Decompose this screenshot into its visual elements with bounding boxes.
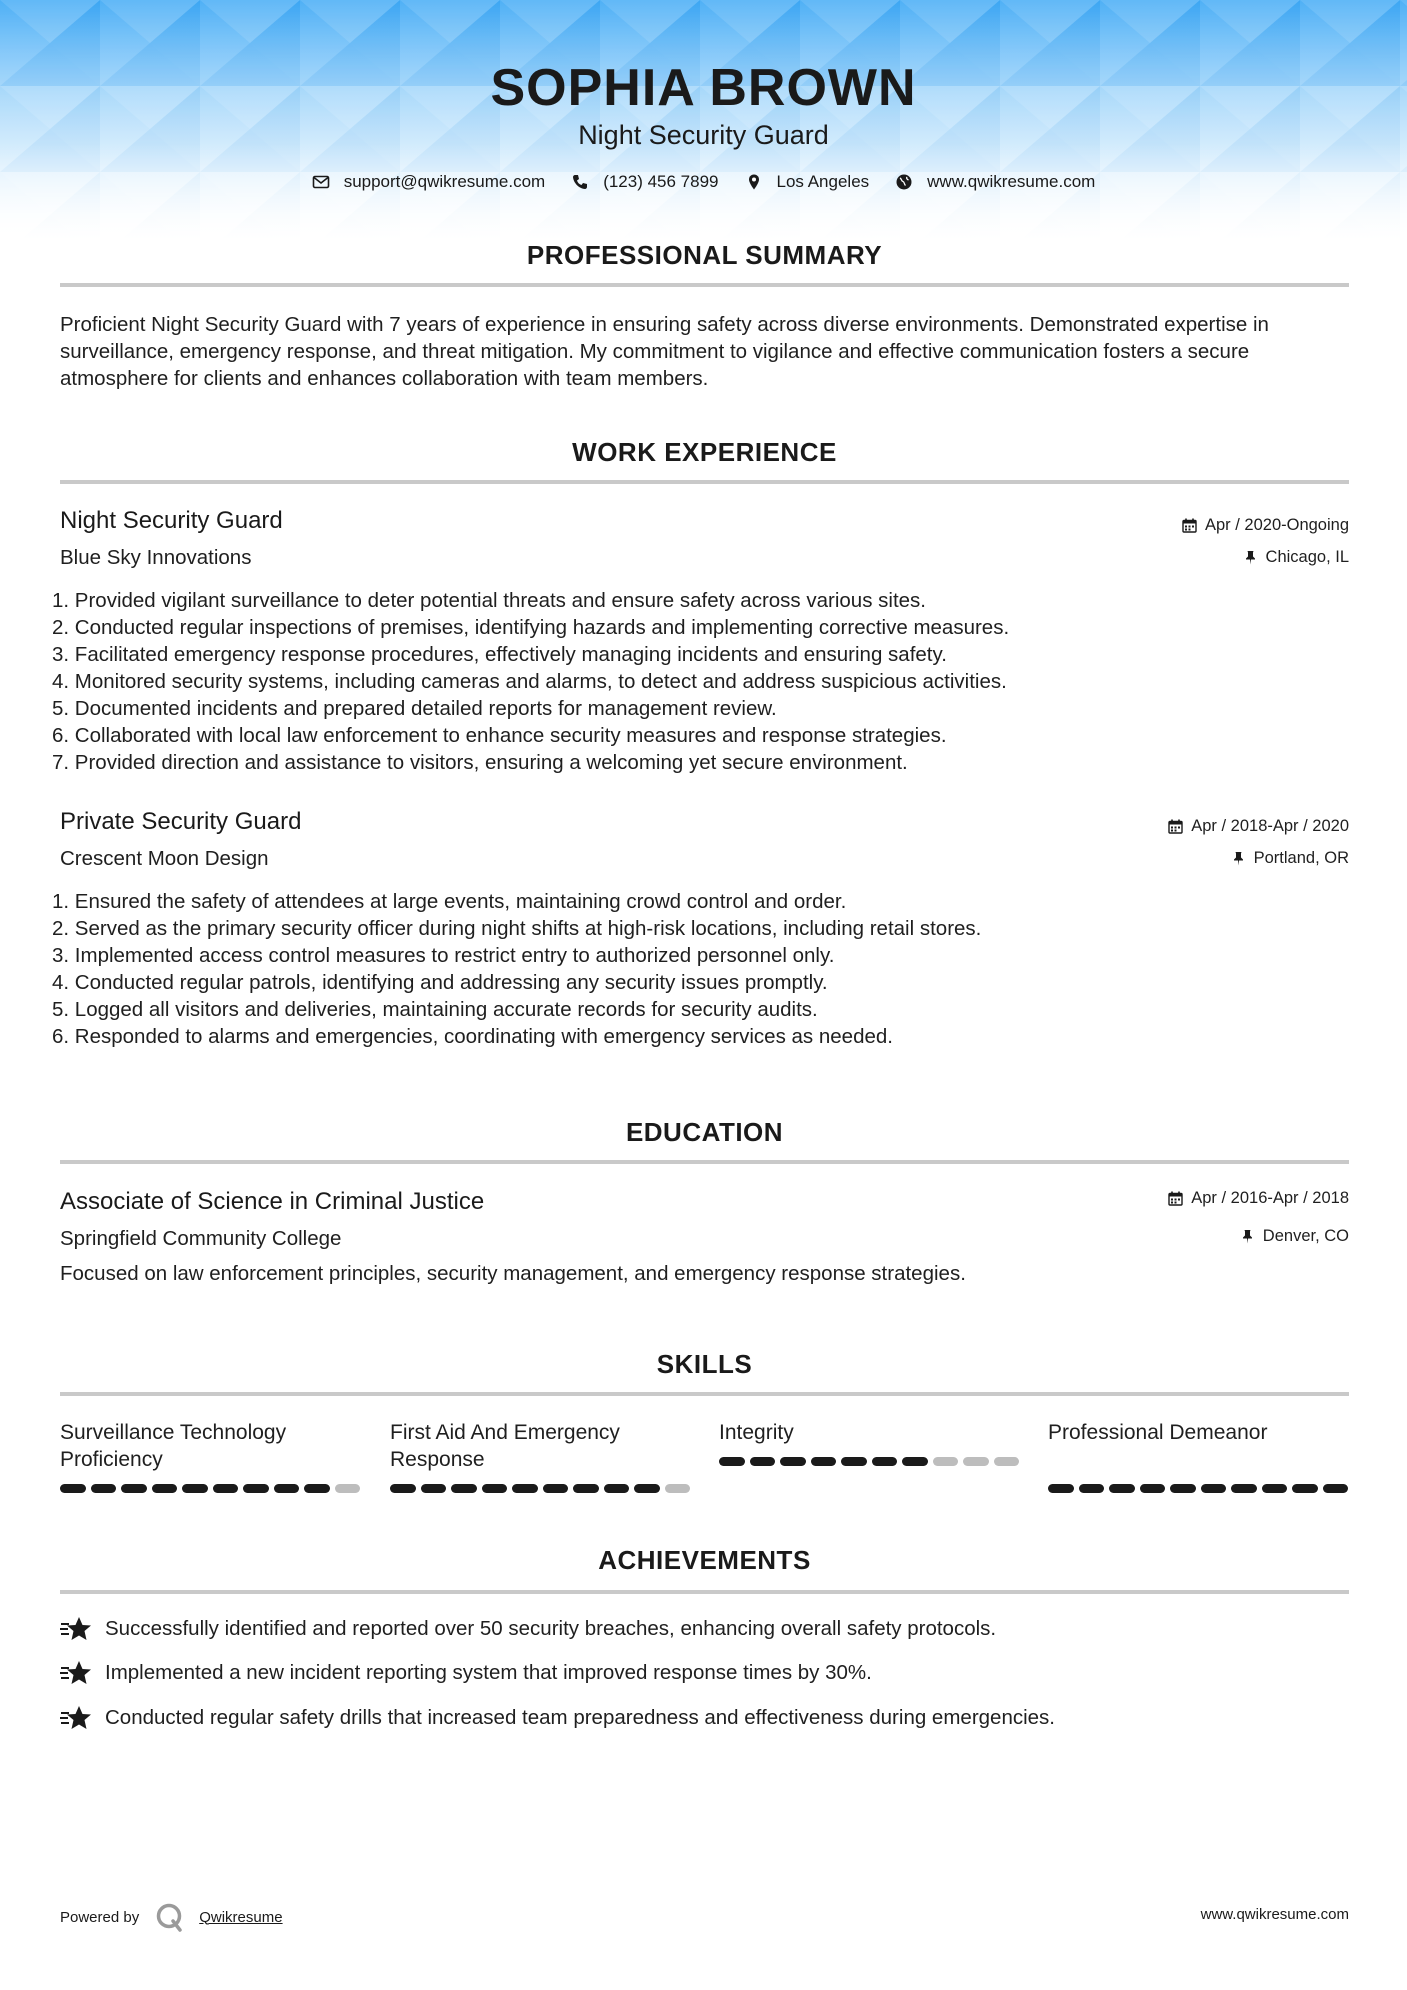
skill-level-dot-filled [841,1457,867,1466]
contact-location-text: Los Angeles [776,172,870,191]
job-dates-text: Apr / 2020-Ongoing [1204,516,1349,534]
skill-level-dot-filled [750,1457,776,1466]
achievement-text: Conducted regular safety drills that increased team preparedness and effectiveness during emergencies. [105,1706,1055,1729]
job-location [1243,548,1349,567]
job-title: Private Security Guard [60,808,302,835]
skills-divider [60,1392,1349,1396]
skill-level-dot-filled [121,1484,147,1493]
skill-level-meter [719,1457,1019,1466]
job-dates-text: Apr / 2018-Apr / 2020 [1191,817,1349,835]
skill-level-dot-filled [451,1484,477,1493]
skill-item [60,1419,358,1473]
experience-heading: WORK EXPERIENCE [572,437,837,467]
job-location [1231,849,1349,868]
achievements-heading: ACHIEVEMENTS [598,1545,811,1575]
skill-level-dot-filled [1201,1484,1227,1493]
skill-item [719,1419,1017,1473]
skill-level-dot-filled [213,1484,239,1493]
skill-level-dot-filled [182,1484,208,1493]
job-bullet-list [52,587,1342,776]
skill-level-dot-empty [994,1457,1020,1466]
skill-level-dot-filled [152,1484,178,1493]
job-bullet-list [52,888,1342,1050]
star-icon [60,1660,92,1686]
pushpin-icon [1243,550,1258,565]
list-item: 5. Logged all visitors and deliveries, maintaining accurate records for security audits. [52,998,818,1021]
skill-level-dot-filled [604,1484,630,1493]
skill-item [1048,1419,1346,1473]
achievement-item [60,1660,872,1686]
job-company: Crescent Moon Design [60,847,269,870]
job-title: Night Security Guard [60,507,283,534]
skill-level-dot-filled [243,1484,269,1493]
skill-level-meter [60,1484,360,1493]
list-item: 2. Served as the primary security officer during night shifts at high-risk locations, including retail stores. [52,917,982,940]
skill-level-dot-empty [933,1457,959,1466]
candidate-role: Night Security Guard [578,120,829,150]
skill-level-dot-filled [902,1457,928,1466]
contact-website[interactable] [895,172,1095,192]
footer-website[interactable]: www.qwikresume.com [1200,1906,1349,1923]
skill-level-dot-filled [390,1484,416,1493]
skill-level-dot-filled [60,1484,86,1493]
list-item: 4. Monitored security systems, including cameras and alarms, to detect and address suspicious activities. [52,670,1007,693]
job-dates [1168,817,1349,836]
map-pin-icon [745,173,763,191]
summary-divider [60,283,1349,287]
powered-by-label: Powered by [60,1908,140,1926]
achievement-text: Implemented a new incident reporting system that improved response times by 30%. [105,1661,872,1684]
skill-level-dot-filled [811,1457,837,1466]
skill-level-dot-empty [335,1484,361,1493]
job-dates [1182,516,1349,535]
skill-name: First Aid And Emergency Response [390,1421,620,1471]
skill-level-dot-filled [1231,1484,1257,1493]
education-location [1240,1227,1349,1246]
skill-name: Professional Demeanor [1048,1421,1268,1444]
phone-icon [571,173,589,191]
education-dates-text: Apr / 2016-Apr / 2018 [1191,1189,1349,1207]
list-item: 3. Implemented access control measures to restrict entry to authorized personnel only. [52,944,835,967]
list-item: 4. Conducted regular patrols, identifying and addressing any security issues promptly. [52,971,828,994]
globe-icon [895,173,913,191]
contact-phone[interactable] [571,172,718,192]
pushpin-icon [1231,851,1246,866]
education-dates [1168,1189,1349,1208]
job-location-text: Portland, OR [1253,849,1349,867]
education-heading: EDUCATION [625,1117,784,1147]
skill-level-dot-filled [1170,1484,1196,1493]
footer-powered-by [60,1902,283,1932]
skill-level-dot-filled [719,1457,745,1466]
contact-email[interactable] [312,172,546,192]
list-item: 3. Facilitated emergency response procedures, effectively managing incidents and ensuring safety. [52,643,947,666]
candidate-name: SOPHIA BROWN [490,59,917,117]
skill-level-dot-empty [665,1484,691,1493]
skill-level-dot-filled [91,1484,117,1493]
qwikresume-link[interactable]: Qwikresume [199,1908,283,1926]
list-item: 1. Ensured the safety of attendees at large events, maintaining crowd control and order. [52,890,847,913]
skill-level-dot-filled [1292,1484,1318,1493]
skill-level-dot-filled [634,1484,660,1493]
education-location-text: Denver, CO [1262,1227,1349,1245]
qwikresume-logo-icon [155,1902,185,1932]
experience-divider [60,480,1349,484]
contact-location [745,172,870,192]
skill-level-meter [390,1484,690,1493]
school-name: Springfield Community College [60,1227,342,1250]
calendar-icon [1168,819,1183,834]
contact-phone-text: (123) 456 7899 [603,172,719,191]
achievement-text: Successfully identified and reported over 50 security breaches, enhancing overall safety protocols. [105,1617,997,1640]
contact-email-text: support@qwikresume.com [343,172,546,191]
envelope-icon [312,173,330,191]
list-item: 1. Provided vigilant surveillance to deter potential threats and ensure safety across various sites. [52,589,926,612]
job-location-text: Chicago, IL [1265,548,1349,566]
skills-heading: SKILLS [656,1349,753,1379]
skill-level-dot-filled [482,1484,508,1493]
skill-level-meter [1048,1484,1348,1493]
achievements-divider [60,1590,1349,1594]
skill-level-dot-filled [1262,1484,1288,1493]
star-icon [60,1705,92,1731]
list-item: 5. Documented incidents and prepared detailed reports for management review. [52,697,777,720]
skill-level-dot-filled [1140,1484,1166,1493]
skill-level-dot-filled [304,1484,330,1493]
skill-name: Integrity [719,1421,794,1444]
list-item: 2. Conducted regular inspections of premises, identifying hazards and implementing corrective measures. [52,616,1010,639]
skill-level-dot-filled [274,1484,300,1493]
summary-heading: PROFESSIONAL SUMMARY [526,240,883,270]
education-description: Focused on law enforcement principles, security management, and emergency response strategies. [60,1262,966,1285]
skill-level-dot-filled [1079,1484,1105,1493]
achievement-item [60,1705,1055,1731]
achievement-item [60,1616,996,1642]
list-item: 6. Responded to alarms and emergencies, coordinating with emergency services as needed. [52,1025,893,1048]
job-company: Blue Sky Innovations [60,546,252,569]
contact-website-text: www.qwikresume.com [927,172,1096,191]
star-icon [60,1616,92,1642]
pushpin-icon [1240,1229,1255,1244]
skill-level-dot-filled [780,1457,806,1466]
education-divider [60,1160,1349,1164]
calendar-icon [1168,1191,1183,1206]
skill-level-dot-filled [872,1457,898,1466]
skill-level-dot-filled [421,1484,447,1493]
list-item: 6. Collaborated with local law enforcement to enhance security measures and response strategies. [52,724,947,747]
skill-level-dot-filled [1109,1484,1135,1493]
skill-level-dot-filled [1323,1484,1349,1493]
skill-level-dot-filled [1048,1484,1074,1493]
degree-title: Associate of Science in Criminal Justice [60,1188,485,1215]
skill-level-dot-filled [543,1484,569,1493]
skill-level-dot-filled [512,1484,538,1493]
list-item: 7. Provided direction and assistance to visitors, ensuring a welcoming yet secure environment. [52,751,908,774]
skill-level-dot-empty [963,1457,989,1466]
summary-text: Proficient Night Security Guard with 7 years of experience in ensuring safety across diverse environments. Demonstrated expertise in surveillance, emergency response, and threat mitigation. My commitment to vigilance and effective communication fosters a secure atmosphere for clients and enhances collaboration with team members. [60,313,1269,390]
skill-item [390,1419,688,1473]
calendar-icon [1182,518,1197,533]
skill-name: Surveillance Technology Proficiency [60,1421,287,1471]
contact-bar [0,172,1407,192]
skill-level-dot-filled [573,1484,599,1493]
